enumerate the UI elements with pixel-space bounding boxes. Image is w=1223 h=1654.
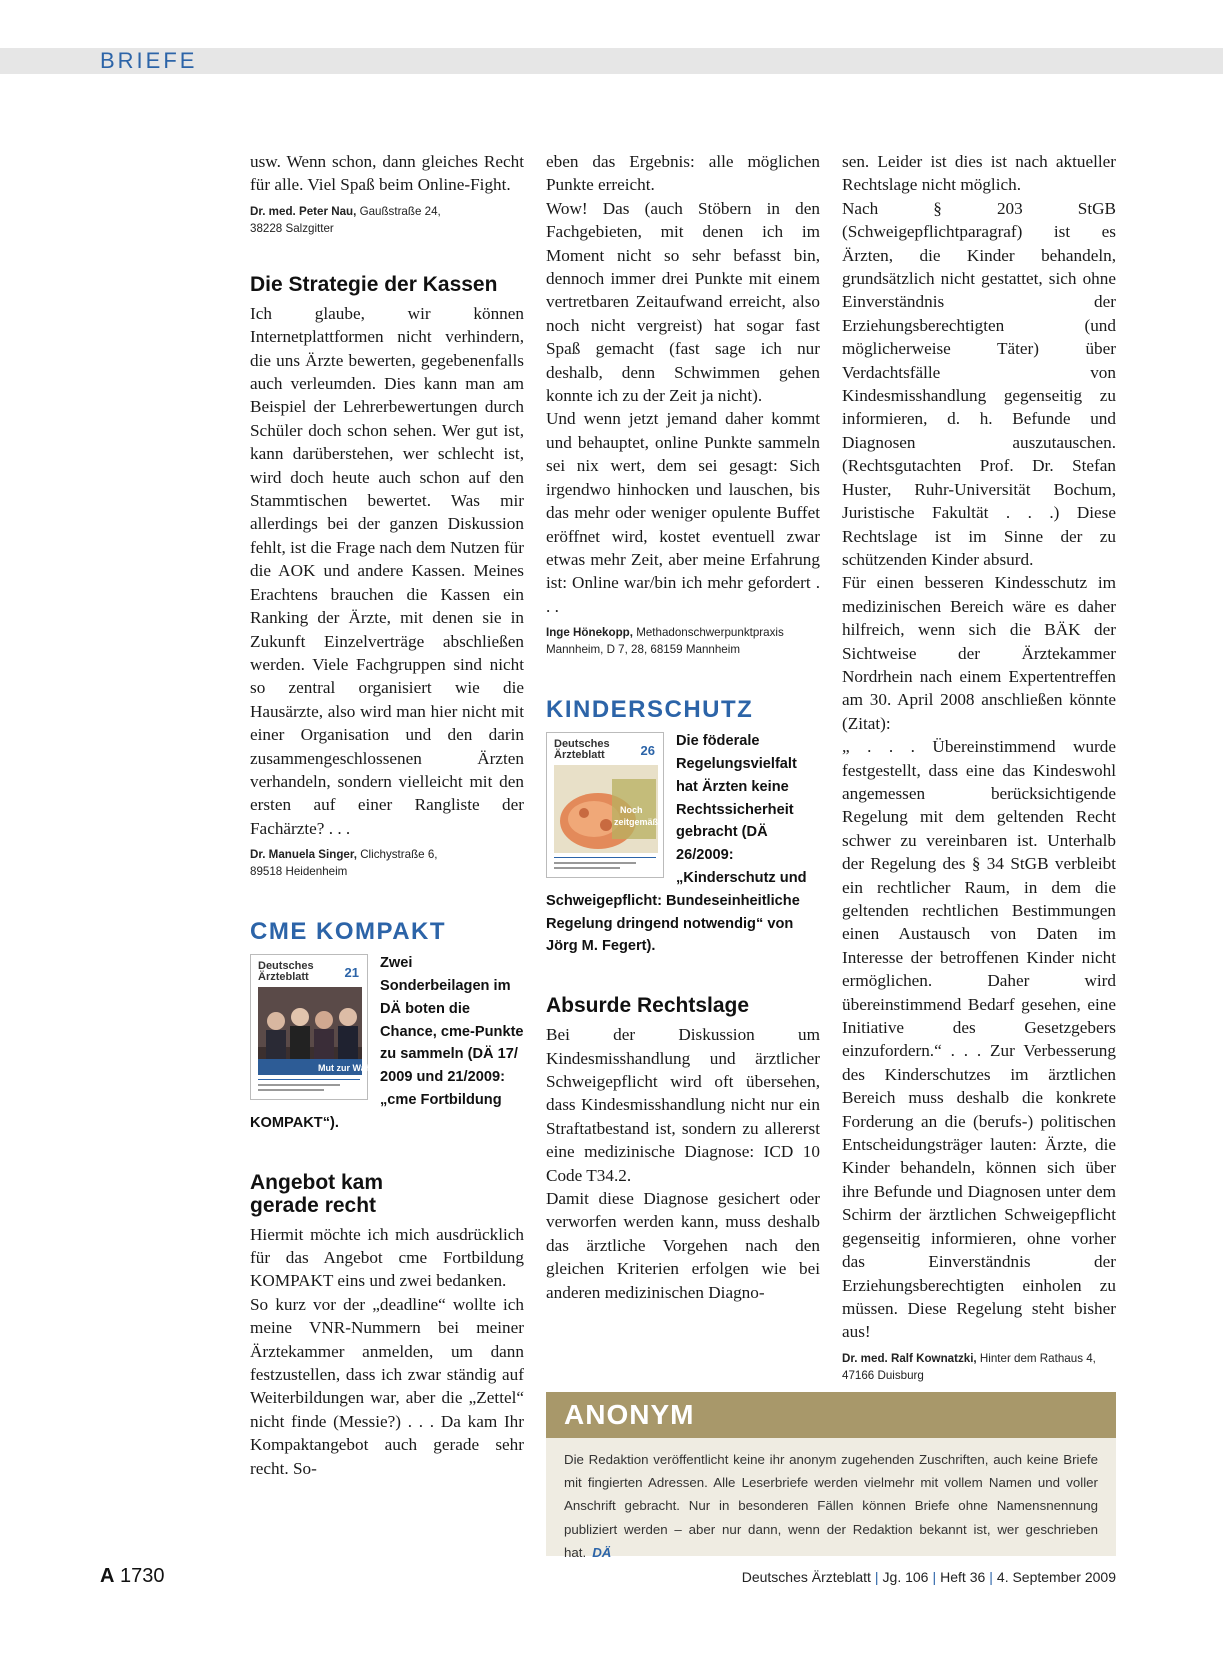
signature-address-2: Mannheim, D 7, 28, 68159 Mannheim xyxy=(546,643,740,657)
svg-text:Mut zur Wahrheit: Mut zur Wahrheit xyxy=(318,1063,391,1074)
cme-kompakt-heading: CME KOMPAKT xyxy=(250,918,447,946)
article-title: Die Strategie der Kassen xyxy=(250,272,498,296)
article-body: Und wenn jetzt jemand daher kommt und behauptet, online Punkte sammeln sei nix wert, dem sei gesagt: Sich irgendwo hinhocken und lauschen, bis das mehr oder weniger opulente Buffet eröffnet wird, kostet eventuell zwar etwas mehr Zeit, aber meine Erfahrung ist: Online war/bin ich mehr gefordert . . . xyxy=(546,409,820,616)
anonym-text-block xyxy=(546,1438,1116,1564)
article-body: Ich glaube, wir können Internetplattformen nicht verhindern, die uns Ärzte bewerten, gegebenenfalls auch verleumden. Dies kann man am Beispiel der Lehrerbewertungen durch Schüler doch schon sehen. Wer gut ist, kann darüberstehen, wer schlecht ist, wird doch heute auch schon auf den Stammtischen bewertet. Was mir allerdings bei der ganzen Diskussion fehlt, ist die Frage nach dem Nutzen für die AOK und andere Kassen. Meines Erachtens brauchen die Kassen ein Ranking der Ärzte, mit denen sie in Zukunft Einzelverträge abschließen werden. Viele Fachgruppen sind nicht so zentral organisiert wie die Hausärzte, also wird man hier nicht mit einer Organisation und den darin zusammengeschlossenen Ärzten verhandeln, sondern vielleicht mit den ersten auf einer Rangliste der Fachärzte? . . . xyxy=(250,303,524,838)
page-number: A 1730 xyxy=(100,1565,165,1587)
signature-name: Dr. med. Peter Nau, xyxy=(250,204,357,218)
svg-text:zeitgemäß?: zeitgemäß? xyxy=(614,817,664,828)
article-body: Hiermit möchte ich mich ausdrücklich für das Angebot cme Fortbildung KOMPAKT eins und zwei bedanken. xyxy=(250,1224,524,1291)
journal-volume: Jg. 106 xyxy=(882,1569,929,1585)
anonym-text: Die Redaktion veröffentlicht keine ihr anonym zugehenden Zuschriften, auch keine Briefe mit fingierten Adressen. Alle Leserbriefe werden vielmehr mit vollem Namen und voller Anschrift gebracht. Nur in besonderen Fällen können Briefe ohne Namensnennung publiziert werden – aber nur dann, wenn der Redaktion bekannt ist, wer geschrieben hat. xyxy=(564,1452,1098,1560)
cme-kompakt-text: Zwei Sonderbeilagen im DÄ boten die Chance, cme-Punkte zu sammeln (DÄ 17/ 2009 und 21/2009: „cme Fortbildung KOMPAKT“). xyxy=(250,955,524,1131)
svg-text:Noch: Noch xyxy=(620,805,643,816)
article-body: „ . . . Übereinstimmend wurde festgestellt, dass eine das Kindeswohl angemessen berücksichtigende Regelung mit dem geltenden Recht schwer zu vereinbaren ist. Unterhalb der Regelung des § 34 StGB verbleibt ein rechtlicher Raum, in dem die geltenden rechtlichen Bestimmungen einen Austausch von Daten im Interesse der betroffenen Kinder nicht ermöglichen. Daher wird übereinstimmend Bedarf gesehen, eine Initiative des Gesetzgebers einzufordern.“ . . . Zur Verbesserung des Kinderschutzes im ärztlichen Bereich muss deshalb die konkrete Forderung an die (berufs-) politischen Entscheidungsträger lauten: Ärzte, die Kinder behandeln, können sich über ihre Befunde und Diagnosen unter dem Schirm der ärztlichen Schweigepflicht gegenseitig informieren, ohne vorher das Einverständnis der Erziehungsberechtigten einholen zu müssen. Diese Regelung steht bisher aus! xyxy=(842,737,1116,1342)
cover-photo-illustration xyxy=(554,765,664,853)
cme-kompakt-box xyxy=(250,952,524,1134)
signature-name: Dr. Manuela Singer, xyxy=(250,848,357,862)
signature-address-2: 47166 Duisburg xyxy=(842,1368,924,1382)
article-body: sen. Leider ist dies ist nach aktueller Rechtslage nicht möglich. xyxy=(842,152,1116,195)
signature-address-1: Clichystraße 6, xyxy=(360,848,438,862)
letter-signature xyxy=(842,1350,1116,1384)
column-1 xyxy=(250,150,524,1480)
article-title: Absurde Rechtslage xyxy=(546,994,750,1018)
article-body: So kurz vor der „deadline“ wollte ich meine VNR-Nummern bei meiner Ärztekammer anmelden, um dann festzustellen, dass ich zwar ständig auf Weiterbildungen war, aber die „Zettel“ nicht finde (Messie?) . . . Da kam Ihr Kompaktangebot auch gerade sehr recht. So- xyxy=(250,1294,524,1478)
cover-issue-number: 26 xyxy=(640,743,655,759)
section-label: BRIEFE xyxy=(100,48,198,73)
article-body: Damit diese Diagnose gesichert oder verworfen werden kann, muss deshalb das ärztliche Vorgehen nach den gleichen Kriterien erfolgen wie bei anderen medizinischen Diagno- xyxy=(546,1188,820,1302)
signature-name: Inge Hönekopp, xyxy=(546,626,633,640)
cover-photo-audience xyxy=(258,987,391,1075)
cover-footer xyxy=(258,1079,360,1094)
journal-name: Deutsches Ärzteblatt xyxy=(741,1569,871,1585)
column-2 xyxy=(546,150,820,1304)
letter-signature xyxy=(250,203,524,237)
article-body: Für einen besseren Kindesschutz im medizinischen Bereich wäre es daher hilfreich, wenn sich die BÄK der Sichtweise der Ärztekammer Nordrhein nach einem Expertentreffen am 30. April 2008 anschließen könnte (Zitat): xyxy=(842,573,1116,733)
signature-name: Dr. med. Ralf Kownatzki, xyxy=(842,1351,977,1365)
journal-issue: Heft 36 xyxy=(940,1569,986,1585)
signature-address-1: Gaußstraße 24, xyxy=(359,204,441,218)
anonym-notice-box xyxy=(546,1392,1116,1560)
letter-signature xyxy=(546,624,820,658)
article-body: Bei der Diskussion um Kindesmisshandlung und ärztlicher Schweigepflicht wird oft übersehen, dass Kindesmisshandlung nicht nur ein Straftatbestand ist, sondern zu allererst eine medizinische Diagnose: ICD 10 Code T34.2. xyxy=(546,1025,820,1185)
signature-address-2: 89518 Heidenheim xyxy=(250,865,348,879)
cover-title: Deutsches Ärzteblatt xyxy=(258,960,314,984)
cover-issue-number: 21 xyxy=(344,965,359,981)
column-3 xyxy=(842,150,1116,1384)
journal-date: 4. September 2009 xyxy=(996,1569,1116,1585)
letter-signature xyxy=(250,846,524,880)
signature-address-1: Methadonschwerpunktpraxis xyxy=(636,626,784,640)
magazine-cover-image xyxy=(250,954,391,1100)
cover-footer xyxy=(554,857,656,872)
signature-address-2: 38228 Salzgitter xyxy=(250,221,334,235)
cover-title: Deutsches Ärzteblatt xyxy=(554,738,610,762)
article-body: Wow! Das (auch Stöbern in den Fachgebieten, mit denen ich im Moment nicht so sehr befasst bin, dennoch immer drei Punkte mit einem vertretbaren Zeitaufwand erreicht, also noch nicht vergreist) hat sogar fast Spaß gemacht (fast sage ich nur deshalb, denn Schwimmen gehen konnte ich zu der Zeit ja nicht). xyxy=(546,198,820,406)
letter-continuation-text: usw. Wenn schon, dann gleiches Recht für alle. Viel Spaß beim Online-Fight. xyxy=(250,152,524,195)
anonym-heading: ANONYM xyxy=(546,1392,1116,1438)
article-title: Angebot kam gerade recht xyxy=(250,1170,384,1217)
editorial-mark: DÄ xyxy=(592,1544,612,1560)
journal-footer: Deutsches Ärzteblatt | Jg. 106 | Heft 36 | 4. September 2009 xyxy=(741,1569,1116,1585)
kinderschutz-box xyxy=(546,730,820,958)
kinderschutz-text: Die föderale Regelungsvielfalt hat Ärzten keine Rechtssicherheit gebracht (DÄ 26/2009: „Kinderschutz und Schweigepflicht: Bundeseinheitliche Regelung dringend notwendig“ von Jörg M. Fegert). xyxy=(546,733,807,955)
magazine-cover-image xyxy=(546,732,664,878)
kinderschutz-heading: KINDERSCHUTZ xyxy=(546,696,754,724)
article-body: Nach § 203 StGB (Schweigepflichtparagraf) ist es Ärzten, die Kinder behandeln, grundsätzlich nicht gestattet, sich ohne Einverständnis der Erziehungsberechtigten (und möglicherweise Täter) über Verdachtsfälle von Kindesmisshandlung gegenseitig zu informieren, d. h. Befunde und Diagnosen auszutauschen. (Rechtsgutachten Prof. Dr. Stefan Huster, Ruhr-Universität Bochum, Juristische Fakultät . . .) Diese Rechtslage ist im Sinne der zu schützenden Kinder absurd. xyxy=(842,198,1116,569)
article-body: eben das Ergebnis: alle möglichen Punkte erreicht. xyxy=(546,152,820,195)
signature-address-1: Hinter dem Rathaus 4, xyxy=(979,1351,1096,1365)
